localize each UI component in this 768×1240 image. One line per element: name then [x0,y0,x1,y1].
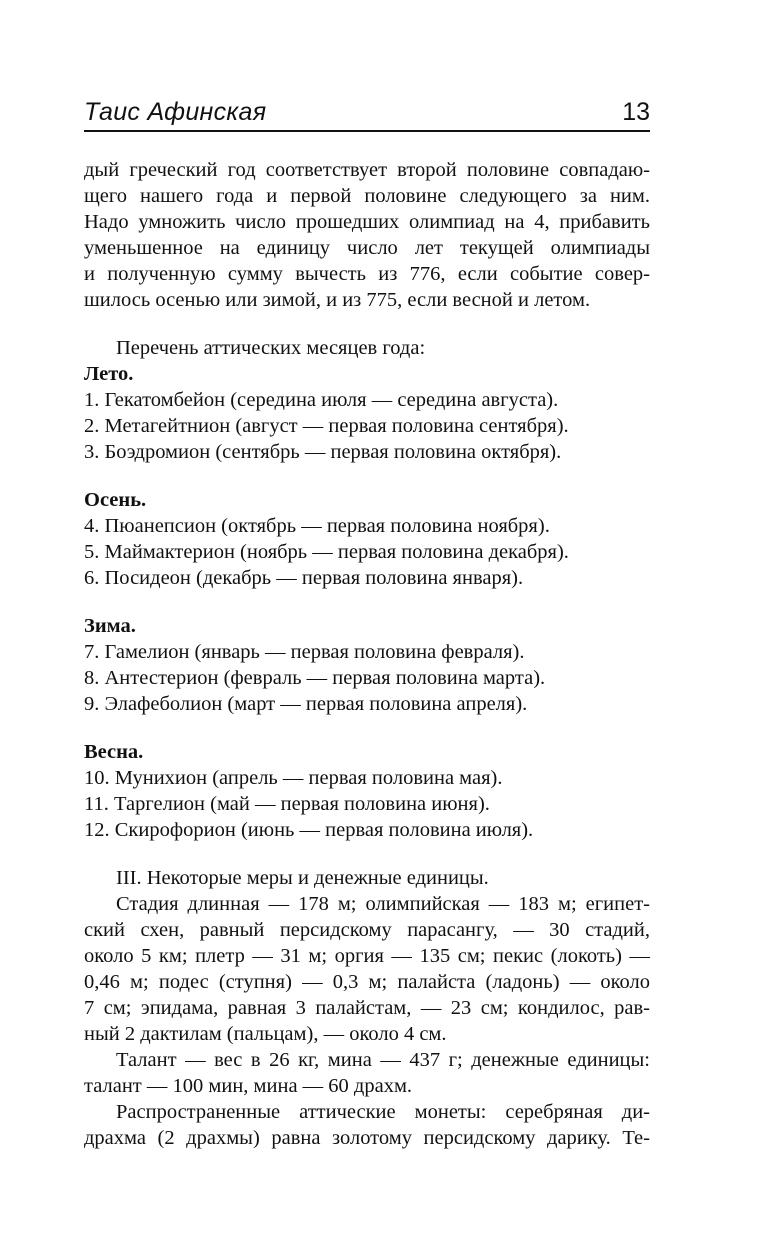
text-line: 7 см; эпидама, равная 3 палайстам, — 23 см; кондилос, рав- [84,997,650,1019]
month-item: 12. Скирофорион (июнь — первая половина июля). [84,819,534,841]
month-item: 6. Посидеон (декабрь — первая половина января). [84,567,524,589]
text-line: шилось осенью или зимой, и из 775, если весной и летом. [84,289,591,311]
text-line: ский схен, равный персидскому парасангу, — 30 стадий, [84,919,650,941]
text-line: Надо умножить число прошедших олимпиад на 4, прибавить [84,211,650,233]
season-summer [84,361,650,465]
page-number: 13 [622,98,650,126]
text-line: щего нашего года и первой половине следующего за ним. [84,185,650,207]
text-line: драхма (2 драхмы) равна золотому персидскому дарику. Те- [84,1127,650,1149]
month-item: 9. Элафеболион (март — первая половина апреля). [84,693,528,715]
season-title: Зима. [84,615,136,637]
month-item: 3. Боэдромион (сентябрь — первая половина октября). [84,441,562,463]
intro-paragraph [84,157,650,313]
month-item: 2. Метагейтнион (август — первая половина сентября). [84,415,569,437]
text-line: 0,46 м; подес (ступня) — 0,3 м; палайста (ладонь) — около [84,971,650,993]
month-item: 1. Гекатомбейон (середина июля — середина августа). [84,389,559,411]
season-title: Лето. [84,363,134,385]
months-heading: Перечень аттических месяцев года: [116,337,426,359]
month-item: 7. Гамелион (январь — первая половина февраля). [84,641,525,663]
season-title: Осень. [84,489,147,511]
text-line: дый греческий год соответствует второй половине совпадаю- [84,159,650,181]
season-spring [84,739,650,843]
month-item: 10. Мунихион (апрель — первая половина мая). [84,767,503,789]
text-line: уменьшенное на единицу число лет текущей олимпиады [84,237,650,259]
text-line: и полученную сумму вычесть из 776, если событие совер- [84,263,650,285]
talent-paragraph [84,1047,650,1099]
month-item: 5. Маймактерион (ноябрь — первая половина декабря). [84,541,569,563]
measures-paragraph [84,891,650,1047]
month-item: 4. Пюанепсион (октябрь — первая половина ноября). [84,515,550,537]
measures-heading: III. Некоторые меры и денежные единицы. [116,867,489,889]
text-line: Распространенные аттические монеты: серебряная ди- [116,1101,650,1123]
season-winter [84,613,650,717]
coins-paragraph [84,1099,650,1151]
page-body [84,157,650,1151]
text-line: талант — 100 мин, мина — 60 драхм. [84,1075,413,1097]
text-line: около 5 км; плетр — 31 м; оргия — 135 см; пекис (локоть) — [84,945,650,967]
text-line: Талант — вес в 26 кг, мина — 437 г; денежные единицы: [116,1049,650,1071]
running-header [84,96,650,132]
text-line: ный 2 дактилам (пальцам), — около 4 см. [84,1023,447,1045]
running-title: Таис Афинская [84,98,267,126]
season-title: Весна. [84,741,144,763]
month-item: 11. Таргелион (май — первая половина июня). [84,793,490,815]
season-autumn [84,487,650,591]
text-line: Стадия длинная — 178 м; олимпийская — 183 м; египет- [116,893,650,915]
month-item: 8. Антестерион (февраль — первая половина марта). [84,667,546,689]
